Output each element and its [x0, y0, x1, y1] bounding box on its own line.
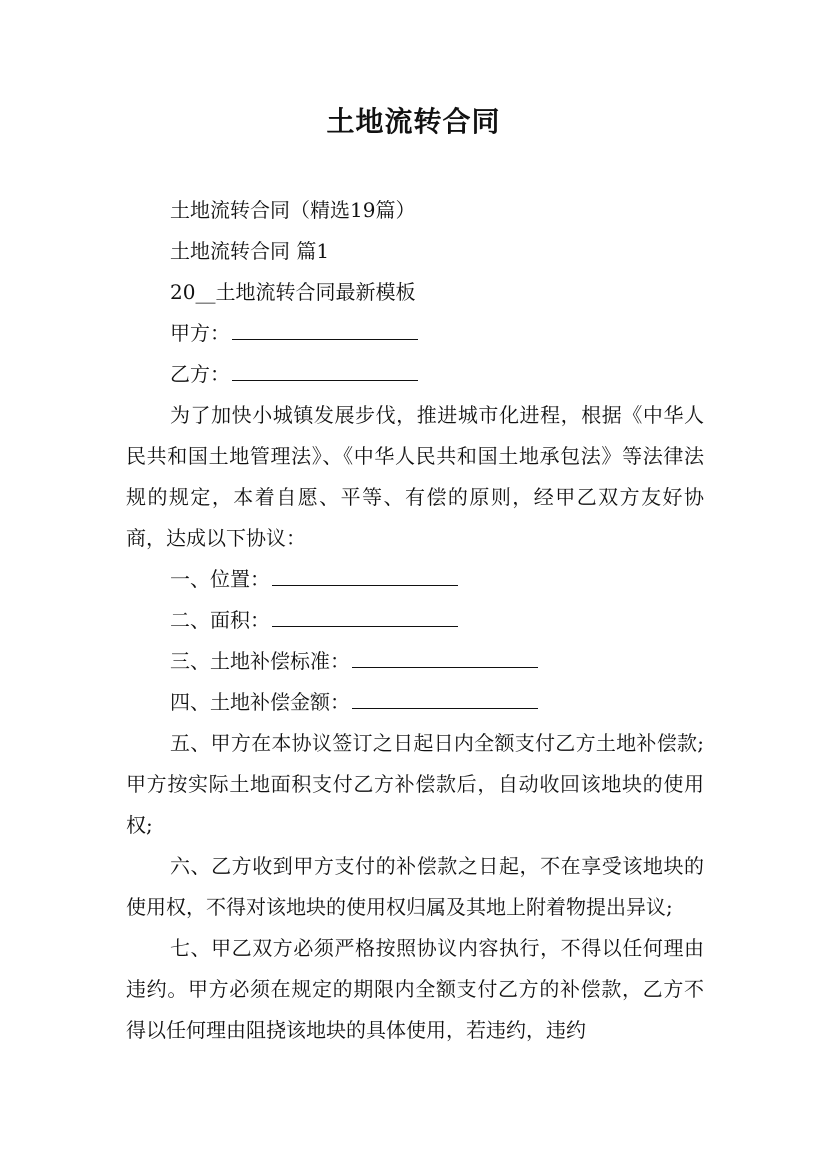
party-b-label: 乙方： — [170, 362, 230, 386]
party-a-blank — [232, 321, 418, 340]
party-a-line — [126, 313, 704, 354]
document-body — [126, 190, 704, 1051]
clause-6-paragraph: 六、乙方收到甲方支付的补偿款之日起，不在享受该地块的使用权，不得对该地块的使用权归属及其地上附着物提出异议; — [126, 854, 704, 919]
preamble-paragraph: 为了加快小城镇发展步伐，推进城市化进程，根据《中华人民共和国土地管理法》、《中华人民共和国土地承包法》等法律法规的规定，本着自愿、平等、有偿的原则，经甲乙双方友好协商，达成以下协议： — [126, 403, 704, 550]
party-b-blank — [232, 362, 418, 381]
clause-7-paragraph: 七、甲乙双方必须严格按照协议内容执行，不得以任何理由违约。甲方必须在规定的期限内全额支付乙方的补偿款，乙方不得以任何理由阻挠该地块的具体使用，若违约，违约 — [126, 936, 704, 1042]
clause-location-line — [126, 559, 704, 600]
document-title: 土地流转合同 — [326, 105, 501, 138]
clause-5-paragraph: 五、甲方在本协议签订之日起日内全额支付乙方土地补偿款;甲方按实际土地面积支付乙方补偿款后，自动收回该地块的使用权; — [126, 731, 704, 837]
clause-location-blank — [272, 567, 458, 586]
clause-area-blank — [272, 608, 458, 627]
clause-amount-label: 四、土地补偿金额： — [170, 690, 350, 714]
clause-amount-blank — [352, 690, 538, 709]
clause-area-line — [126, 600, 704, 641]
template-heading: 20__土地流转合同最新模板 — [170, 280, 416, 304]
clause-standard-line — [126, 641, 704, 682]
clause-area-label: 二、面积： — [170, 608, 270, 632]
clause-amount-line — [126, 682, 704, 723]
clause-location-label: 一、位置： — [170, 567, 270, 591]
clause-standard-label: 三、土地补偿标准： — [170, 649, 350, 673]
party-a-label: 甲方： — [170, 321, 230, 345]
section-heading: 土地流转合同 篇1 — [170, 239, 330, 263]
party-b-line — [126, 354, 704, 395]
subtitle-line: 土地流转合同（精选19篇） — [170, 198, 416, 222]
clause-standard-blank — [352, 649, 538, 668]
